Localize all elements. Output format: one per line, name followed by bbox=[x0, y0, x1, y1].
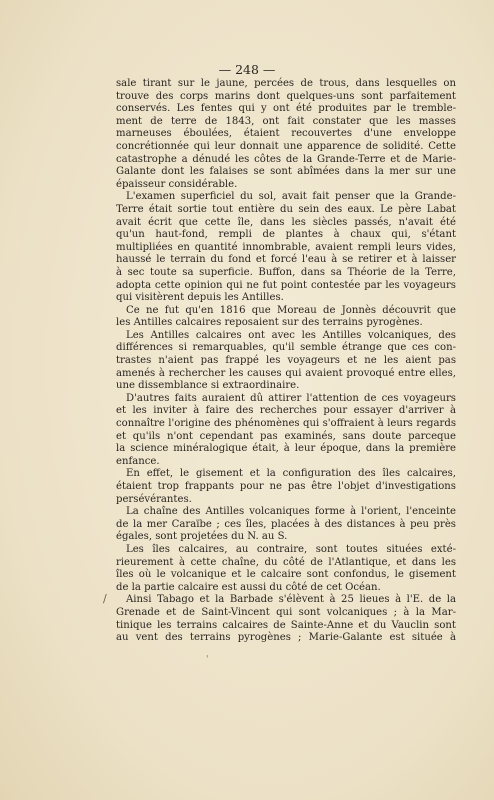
text-line: marneuses éboulées, étaient recouvertes d'une enveloppe bbox=[116, 128, 456, 140]
text-line: et les inviter à faire des recherches pour essayer d'arriver à bbox=[116, 405, 456, 417]
paragraph bbox=[116, 78, 456, 191]
text-line: de la mer Caraïbe ; ces îles, placées à des distances à peu près bbox=[116, 518, 456, 530]
paragraph bbox=[116, 305, 456, 330]
text-line: conservés. Les fentes qui y ont été produites par le tremble- bbox=[116, 103, 456, 115]
text-line: de la partie calcaire est aussi du côté de cet Océan. bbox=[116, 581, 381, 593]
text-line: rieurement à cette chaîne, du côté de l'Atlantique, et dans les bbox=[116, 556, 456, 568]
margin-mark: / bbox=[103, 592, 107, 605]
text-line: sale tirant sur le jaune, percées de trous, dans lesquelles on bbox=[116, 78, 456, 89]
text-line: différences si remarquables, qu'il semble étrange que ces con- bbox=[116, 342, 456, 354]
text-line: les Antilles calcaires reposaient sur des terrains pyrogènes. bbox=[116, 317, 423, 329]
paragraph bbox=[116, 191, 456, 304]
text-line: à sec toute sa superficie. Buffon, dans sa Théorie de la Terre, bbox=[116, 266, 456, 278]
text-line: multipliées en quantité innombrable, avaient rempli leurs vides, bbox=[116, 241, 456, 253]
text-line: égales, sont projetées du N. au S. bbox=[116, 531, 288, 543]
text-line: Ainsi Tabago et la Barbade s'élèvent à 25 lieues à l'E. de la bbox=[126, 594, 456, 606]
text-line: la science minéralogique était, à leur époque, dans la première bbox=[116, 443, 456, 455]
text-line: avait écrit que cette île, dans les siècles passés, n'avait été bbox=[116, 216, 456, 228]
paper-speck: ' bbox=[206, 655, 209, 665]
body-text bbox=[116, 78, 456, 645]
text-line: épaisseur considérable. bbox=[116, 178, 238, 190]
paragraph bbox=[116, 506, 456, 544]
text-line: catastrophe a dénudé les côtes de la Grande-Terre et de Marie- bbox=[116, 153, 456, 165]
text-line: persévérantes. bbox=[116, 493, 192, 505]
text-line: haussé le terrain du fond et forcé l'eau à se retirer et à laisser bbox=[116, 254, 456, 266]
text-line: En effet, le gisement et la configuration des îles calcaires, bbox=[126, 468, 456, 480]
text-line: trastes n'aient pas frappé les voyageurs et ne les aient pas bbox=[116, 355, 456, 367]
page-number: — 248 — bbox=[218, 62, 276, 77]
text-line: Galante dont les falaises se sont abîmées dans la mer sur une bbox=[116, 166, 456, 178]
text-line: L'examen superficiel du sol, avait fait penser que la Grande- bbox=[126, 191, 456, 203]
text-line: concrétionnée qui leur donnait une apparence de solidité. Cette bbox=[116, 140, 456, 152]
text-line: trouve des corps marins dont quelques-uns sont parfaitement bbox=[116, 90, 456, 102]
text-line: La chaîne des Antilles volcaniques forme à l'orient, l'enceinte bbox=[126, 506, 456, 518]
paragraph bbox=[116, 330, 456, 393]
text-line: et qu'ils n'ont cependant pas examinés, sans doute parceque bbox=[116, 430, 456, 442]
text-line: au vent des terrains pyrogènes ; Marie-Galante est située à bbox=[116, 632, 456, 644]
text-line: Grenade et de Saint-Vincent qui sont volcaniques ; à la Mar- bbox=[116, 606, 456, 618]
text-line: Ce ne fut qu'en 1816 que Moreau de Jonnès découvrit que bbox=[126, 304, 456, 316]
text-line: étaient trop frappants pour ne pas être l'objet d'investigations bbox=[116, 481, 456, 492]
text-line: amenés à rechercher les causes qui avaient provoqué entre elles, bbox=[116, 367, 456, 379]
text-line: Les Antilles calcaires ont avec les Antilles volcaniques, des bbox=[126, 329, 456, 341]
text-line: Terre était sortie tout entière du sein des eaux. Le père Labat bbox=[116, 203, 456, 215]
text-line: adopta cette opinion qui ne fut point contestée par les voyageurs bbox=[116, 279, 456, 291]
paragraph bbox=[116, 544, 456, 594]
text-line: ment de terre de 1843, ont fait constater que les masses bbox=[116, 115, 456, 127]
text-line: connaître l'origine des phénomènes qui s'offraient à leurs regards bbox=[116, 418, 456, 430]
text-line: qu'un haut-fond, rempli de plantes à chaux qui, s'étant bbox=[116, 229, 456, 241]
paragraph bbox=[116, 468, 456, 506]
text-line: tinique les terrains calcaires de Sainte-Anne et du Vauclin sont bbox=[116, 619, 456, 631]
text-line: une dissemblance si extraordinaire. bbox=[116, 380, 300, 392]
text-line: qui visitèrent depuis les Antilles. bbox=[116, 292, 284, 304]
text-line: enfance. bbox=[116, 455, 160, 467]
paragraph bbox=[116, 393, 456, 469]
text-line: D'autres faits auraient dû attirer l'attention de ces voyageurs bbox=[126, 392, 456, 404]
paragraph bbox=[116, 594, 456, 644]
text-line: îles où le volcanique et le calcaire sont confondus, le gisement bbox=[116, 569, 456, 581]
text-line: Les îles calcaires, au contraire, sont toutes situées exté- bbox=[126, 543, 456, 555]
